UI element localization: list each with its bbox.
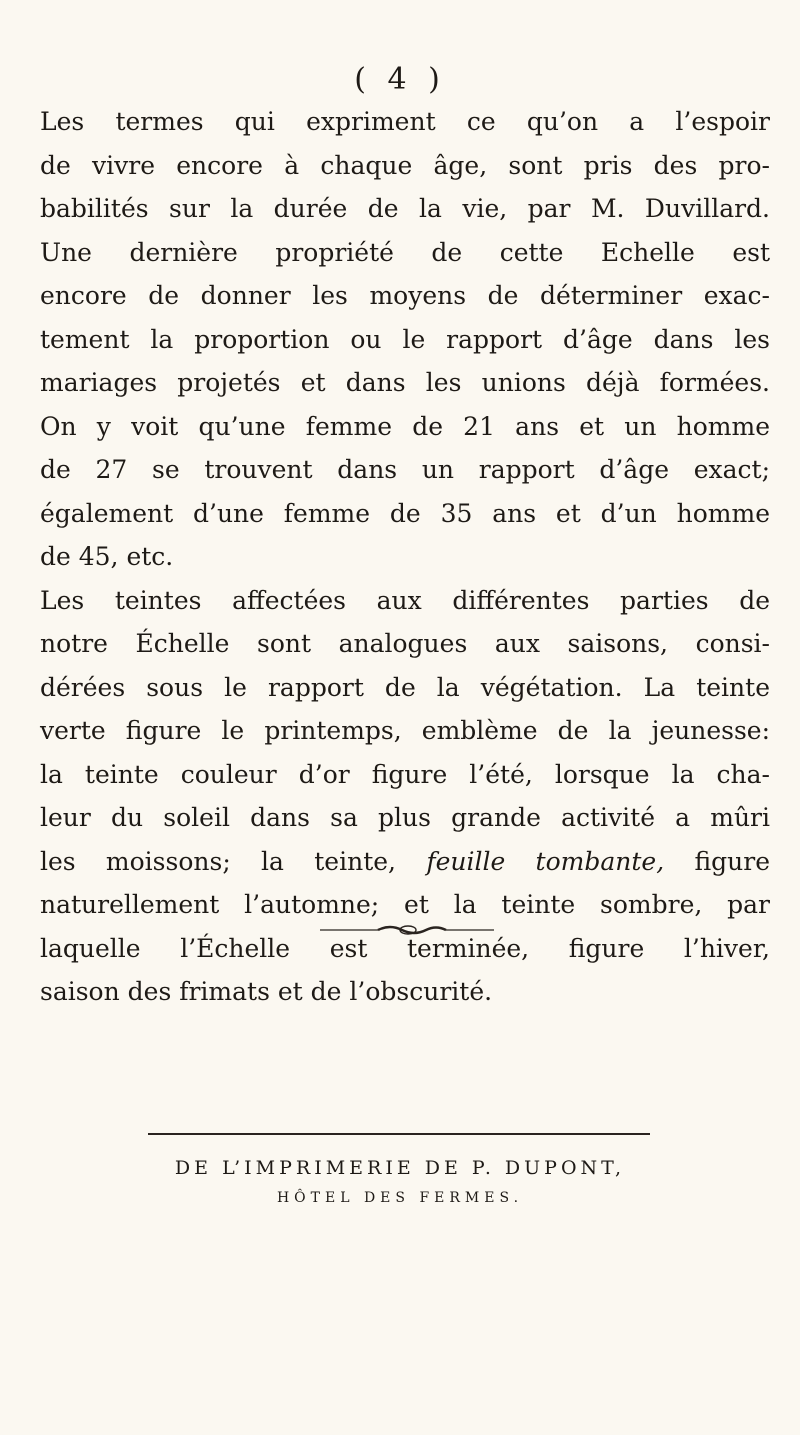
text-line-16: la teinte couleur d’or figure l’été, lorsque la cha- — [40, 759, 770, 789]
text-line-14: dérées sous le rapport de la végétation. La teinte — [40, 672, 770, 702]
text-line-17: leur du soleil dans sa plus grande activité a mûri — [40, 803, 770, 832]
body-text — [40, 100, 770, 1014]
text-line-10: également d’une femme de 35 ans et d’un homme — [40, 498, 770, 528]
text-line-18-italic: feuille tombante, — [426, 846, 665, 876]
text-line-5: encore de donner les moyens de déterminer exac- — [40, 281, 770, 310]
text-line-13: notre Échelle sont analogues aux saisons, consi- — [40, 629, 770, 658]
text-line-18-start: les moissons; la teinte, — [40, 846, 396, 876]
text-line-18 — [40, 840, 770, 884]
ornament-divider — [318, 920, 498, 940]
text-line-19: naturellement l’automne; et la teinte sombre, par — [40, 890, 770, 919]
text-line-20: laquelle l’Échelle est terminée, figure l’hiver, — [40, 933, 770, 963]
imprint-printer: DE L’IMPRIMERIE DE P. DUPONT, — [174, 1157, 626, 1179]
text-line-9: de 27 se trouvent dans un rapport d’âge exact; — [40, 455, 770, 484]
text-line-15: verte figure le printemps, emblème de la jeunesse: — [40, 716, 770, 745]
page-number: ( 4 ) — [354, 62, 446, 97]
imprint-address: HÔTEL DES FERMES. — [276, 1190, 524, 1206]
text-line-11: de 45, etc. — [40, 542, 174, 571]
text-line-4: Une dernière propriété de cette Echelle est — [40, 237, 770, 267]
imprint-rule — [148, 1133, 650, 1135]
text-line-8: On y voit qu’une femme de 21 ans et un homme — [40, 411, 770, 441]
text-line-7: mariages projetés et dans les unions déjà formées. — [40, 368, 770, 397]
text-line-3: babilités sur la durée de la vie, par M. Duvillard. — [40, 194, 770, 223]
text-line-2: de vivre encore à chaque âge, sont pris des pro- — [40, 150, 770, 180]
text-line-1: Les termes qui expriment ce qu’on a l’espoir — [40, 107, 770, 136]
text-line-21: saison des frimats et de l’obscurité. — [40, 977, 493, 1006]
text-line-6: tement la proportion ou le rapport d’âge dans les — [40, 324, 770, 354]
text-line-18-end: figure — [694, 846, 770, 876]
text-line-12: Les teintes affectées aux différentes parties de — [40, 585, 770, 615]
